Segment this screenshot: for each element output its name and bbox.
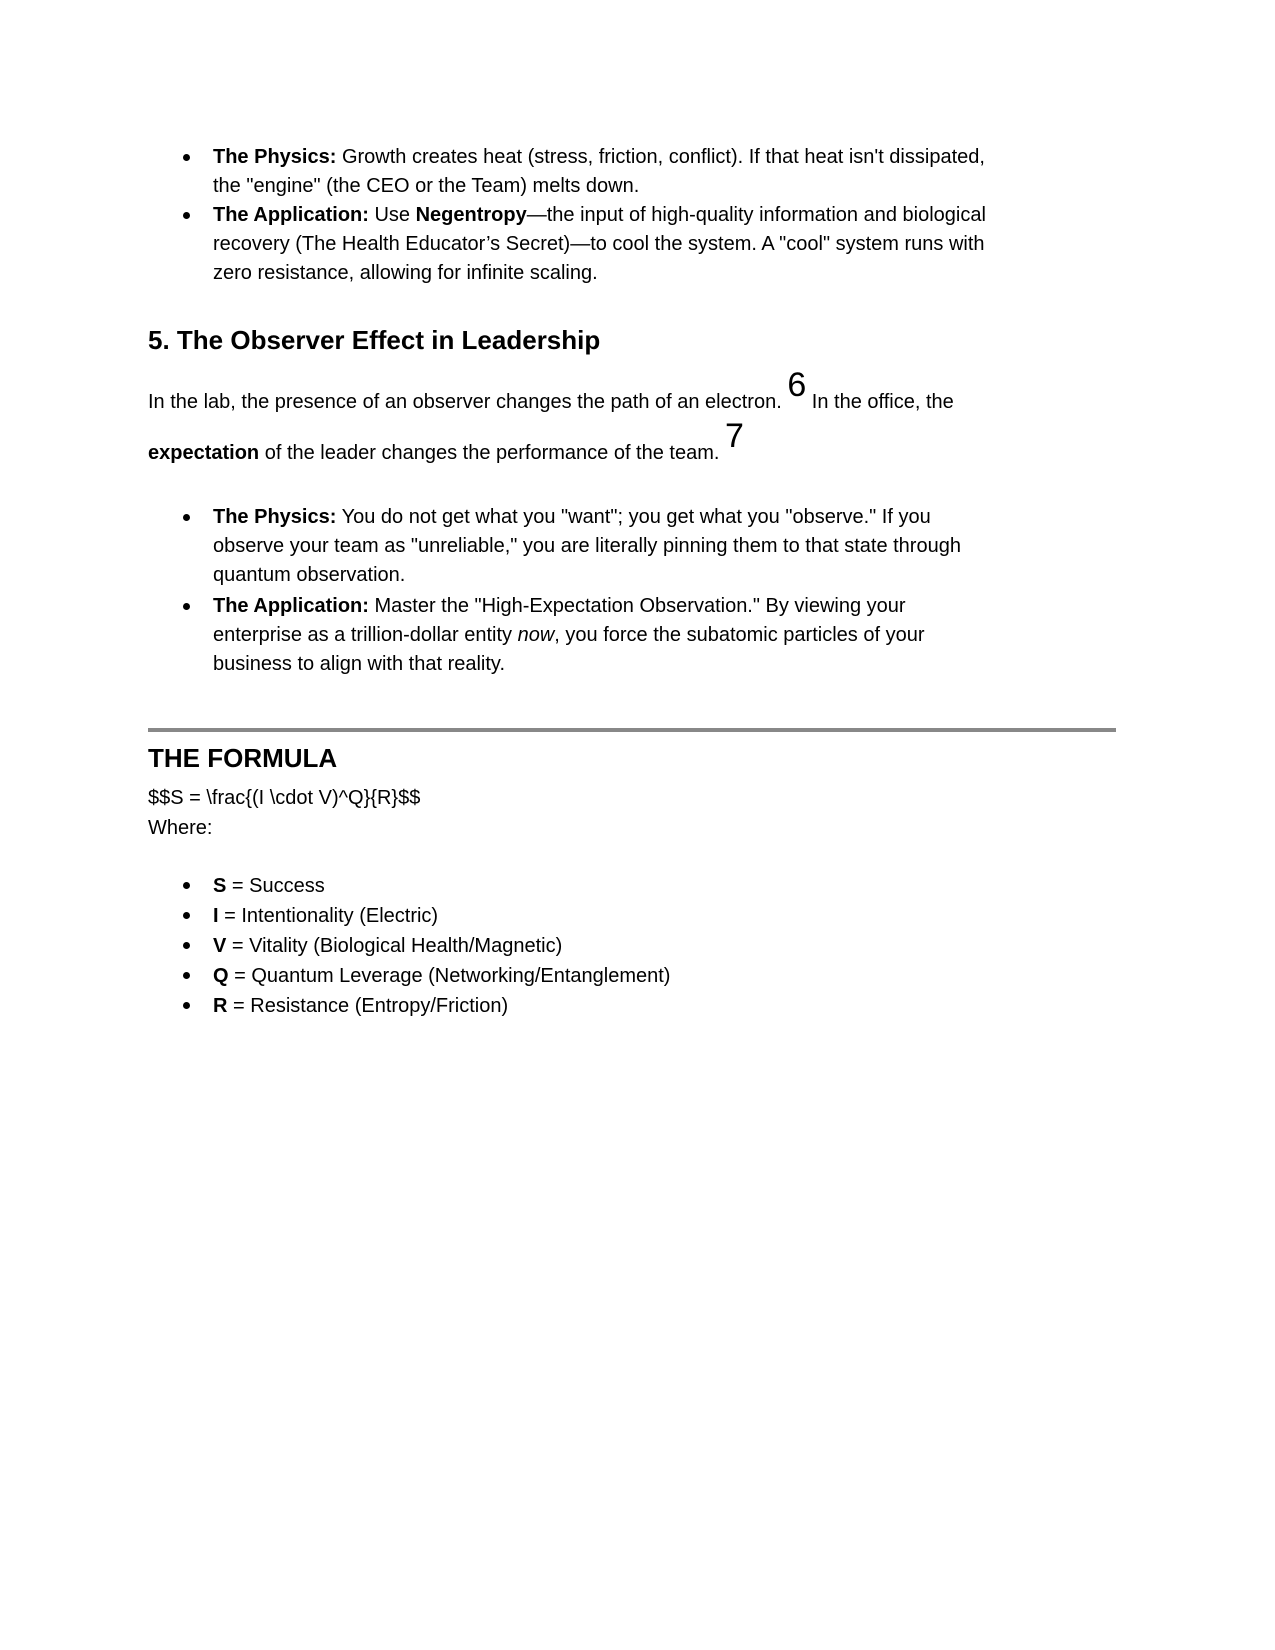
text-segment: R <box>213 995 228 1017</box>
text-segment: = Vitality (Biological Health/Magnetic) <box>226 935 563 957</box>
list-item <box>213 931 670 961</box>
text-segment: = Quantum Leverage (Networking/Entanglement) <box>228 965 671 987</box>
text-line <box>213 650 961 679</box>
text-line <box>213 532 961 561</box>
text-segment: In the lab, the presence of an observer changes the path of an electron. <box>148 391 782 413</box>
paragraph-observer <box>148 366 954 479</box>
text-line <box>213 592 961 621</box>
bullet-list-observation <box>213 503 961 679</box>
text-line <box>213 991 670 1021</box>
text-line <box>213 259 986 288</box>
text-segment: recovery (The Health Educator’s Secret)—to cool the system. A "cool" system runs with <box>213 233 985 255</box>
text-segment: zero resistance, allowing for infinite scaling. <box>213 262 598 284</box>
text-line <box>148 417 954 479</box>
text-segment: S <box>213 875 227 897</box>
text-segment: In the office, the <box>806 391 954 413</box>
text-segment: —the input of high-quality information and biological <box>526 204 986 226</box>
text-segment: The Application: <box>213 595 369 617</box>
text-line <box>213 931 670 961</box>
text-line <box>213 503 961 532</box>
text-line <box>213 961 670 991</box>
text-line <box>213 561 961 590</box>
footnote-ref: 7 <box>725 417 744 455</box>
text-segment: Use <box>368 204 416 226</box>
text-segment: expectation <box>148 442 260 464</box>
text-segment: enterprise as a trillion-dollar entity <box>213 624 518 646</box>
list-item <box>213 991 670 1021</box>
list-item <box>213 503 961 590</box>
text-line <box>213 621 961 650</box>
text-line <box>213 172 986 201</box>
text-segment: Negentropy <box>415 204 527 226</box>
text-segment: You do not get what you "want"; you get what you "observe." If you <box>336 506 931 528</box>
list-item <box>213 961 670 991</box>
text-segment: business to align with that reality. <box>213 653 506 675</box>
text-segment: Q <box>213 965 229 987</box>
text-line <box>213 871 670 901</box>
text-segment: of the leader changes the performance of the team. <box>259 442 720 464</box>
text-segment: quantum observation. <box>213 564 406 586</box>
text-segment: observe your team as "unreliable," you are literally pinning them to that state through <box>213 535 961 557</box>
list-item <box>213 901 670 931</box>
list-item <box>213 143 986 201</box>
text-segment: now <box>517 624 555 646</box>
text-segment: The Physics: <box>213 506 337 528</box>
section-heading-the-formula: THE FORMULA <box>148 743 338 773</box>
text-segment: = Intentionality (Electric) <box>218 905 439 927</box>
text-line <box>213 143 986 172</box>
list-item <box>213 201 986 288</box>
section-heading-observer-effect: 5. The Observer Effect in Leadership <box>148 325 601 355</box>
text-segment: , you force the subatomic particles of your <box>554 624 925 646</box>
bullet-list-growth-heat <box>213 143 986 288</box>
text-segment: The Application: <box>213 204 369 226</box>
list-item <box>213 871 670 901</box>
text-segment: I <box>213 905 219 927</box>
text-line <box>213 230 986 259</box>
horizontal-divider <box>148 728 1116 732</box>
text-segment: V <box>213 935 227 957</box>
text-segment: = Success <box>226 875 325 897</box>
bullet-list-variables <box>213 871 670 1021</box>
list-item <box>213 592 961 679</box>
formula-block <box>148 783 420 843</box>
text-segment: Growth creates heat (stress, friction, conflict). If that heat isn't dissipated, <box>336 146 985 168</box>
text-segment: Master the "High-Expectation Observation." By viewing your <box>368 595 906 617</box>
text-segment: = Resistance (Entropy/Friction) <box>227 995 509 1017</box>
text-segment: The Physics: <box>213 146 337 168</box>
text-line <box>213 901 670 931</box>
formula-latex: $$S = \frac{(I \cdot V)^Q}{R}$$ <box>148 787 421 809</box>
text-line <box>148 366 954 428</box>
where-label: Where: <box>148 817 213 839</box>
footnote-ref: 6 <box>787 366 807 404</box>
text-line <box>213 201 986 230</box>
text-segment: the "engine" (the CEO or the Team) melts down. <box>213 175 640 197</box>
